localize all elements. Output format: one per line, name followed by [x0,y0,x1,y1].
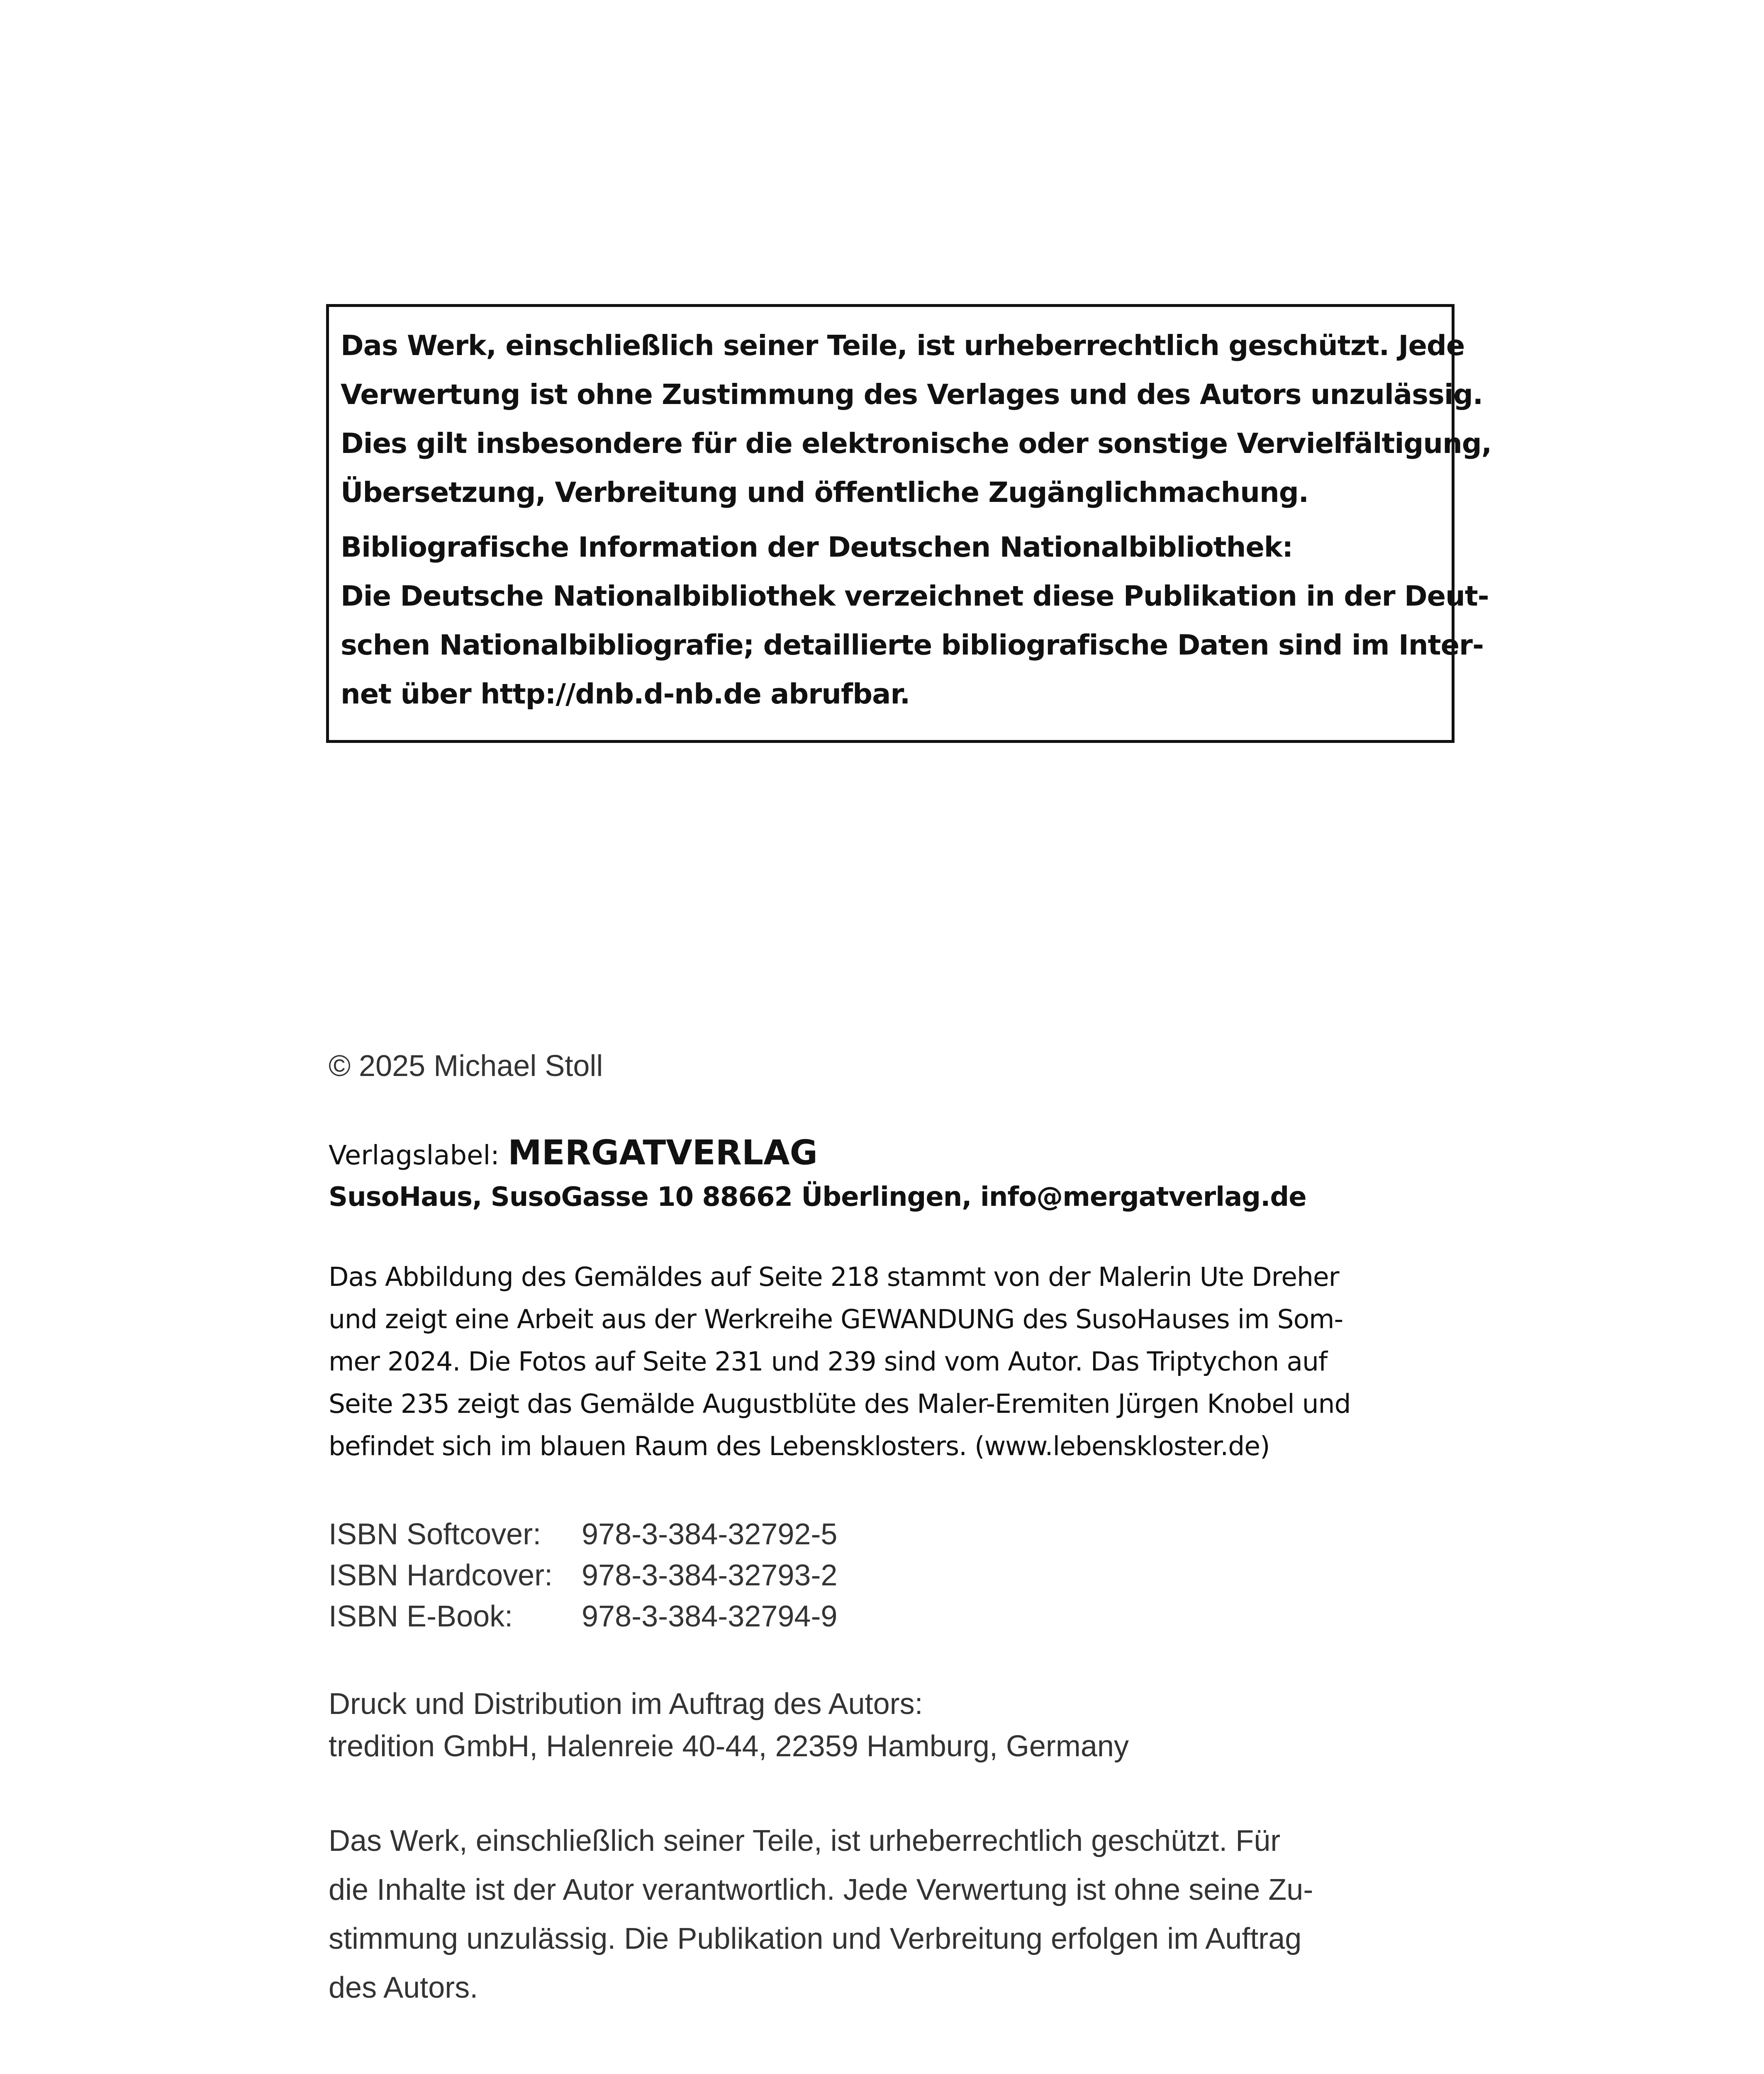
text-line: Das Werk, einschließlich seiner Teile, ist urheberrechtlich geschützt. Jede [341,329,1465,362]
publisher-block [329,1132,1469,1218]
text-line: Dies gilt insbesondere für die elektronische oder sonstige Vervielfältigung, [341,427,1492,460]
isbn-row [329,1596,1469,1637]
publisher-name: MERGATVERLAG [508,1133,818,1173]
copyright-line: © 2025 Michael Stoll [329,1049,603,1083]
text-line: Das Werk, einschließlich seiner Teile, ist urheberrechtlich geschützt. Für [329,1824,1281,1857]
text-line: befindet sich im blauen Raum des Lebensklosters. (www.lebenskloster.de) [329,1431,1270,1461]
text-line: net über http://dnb.d-nb.de abrufbar. [341,678,910,710]
isbn-list [329,1514,1469,1637]
publisher-address: SusoHaus, SusoGasse 10 88662 Überlingen, info@mergatverlag.de [329,1182,1306,1212]
distribution-info [329,1683,1469,1767]
bibliographic-info-paragraph [341,523,1489,718]
imprint-section [329,1045,1469,2012]
text-line: Druck und Distribution im Auftrag des Autors: [329,1687,923,1721]
text-line: stimmung unzulässig. Die Publikation und Verbreitung erfolgen im Auftrag [329,1922,1302,1955]
image-credits [329,1256,1469,1468]
isbn-label: ISBN E-Book: [329,1600,513,1633]
text-line: Bibliografische Information der Deutschen Nationalbibliothek: [341,531,1293,563]
text-line: mer 2024. Die Fotos auf Seite 231 und 239 sind vom Autor. Das Triptychon auf [329,1346,1328,1377]
isbn-number: 978-3-384-32794-9 [582,1600,838,1633]
responsibility-notice [329,1816,1469,2012]
text-line: Das Abbildung des Gemäldes auf Seite 218 stammt von der Malerin Ute Dreher [329,1262,1339,1292]
isbn-number: 978-3-384-32793-2 [582,1559,838,1592]
isbn-label: ISBN Softcover: [329,1518,541,1551]
text-line: die Inhalte ist der Autor verantwortlich. Jede Verwertung ist ohne seine Zu- [329,1873,1313,1906]
publisher-label-prefix: Verlagslabel: [329,1140,508,1171]
isbn-row [329,1514,1469,1555]
text-line: und zeigt eine Arbeit aus der Werkreihe GEWANDUNG des SusoHauses im Som- [329,1304,1343,1334]
text-line: des Autors. [329,1971,478,2004]
text-line: Übersetzung, Verbreitung und öffentliche Zugänglichmachung. [341,476,1309,509]
publisher-label-row [329,1132,1469,1176]
copyright-protection-paragraph [341,321,1492,517]
text-line: Die Deutsche Nationalbibliothek verzeichnet diese Publikation in der Deut- [341,580,1489,612]
text-line: Verwertung ist ohne Zustimmung des Verlages und des Autors unzulässig. [341,378,1483,411]
isbn-row [329,1555,1469,1596]
legal-notice-box [326,304,1492,743]
text-line: schen Nationalbibliografie; detaillierte bibliografische Daten sind im Inter- [341,629,1484,661]
isbn-label: ISBN Hardcover: [329,1559,553,1592]
text-line: Seite 235 zeigt das Gemälde Augustblüte des Maler-Eremiten Jürgen Knobel und [329,1389,1351,1419]
text-line: tredition GmbH, Halenreie 40-44, 22359 Hamburg, Germany [329,1730,1129,1763]
isbn-number: 978-3-384-32792-5 [582,1518,838,1551]
